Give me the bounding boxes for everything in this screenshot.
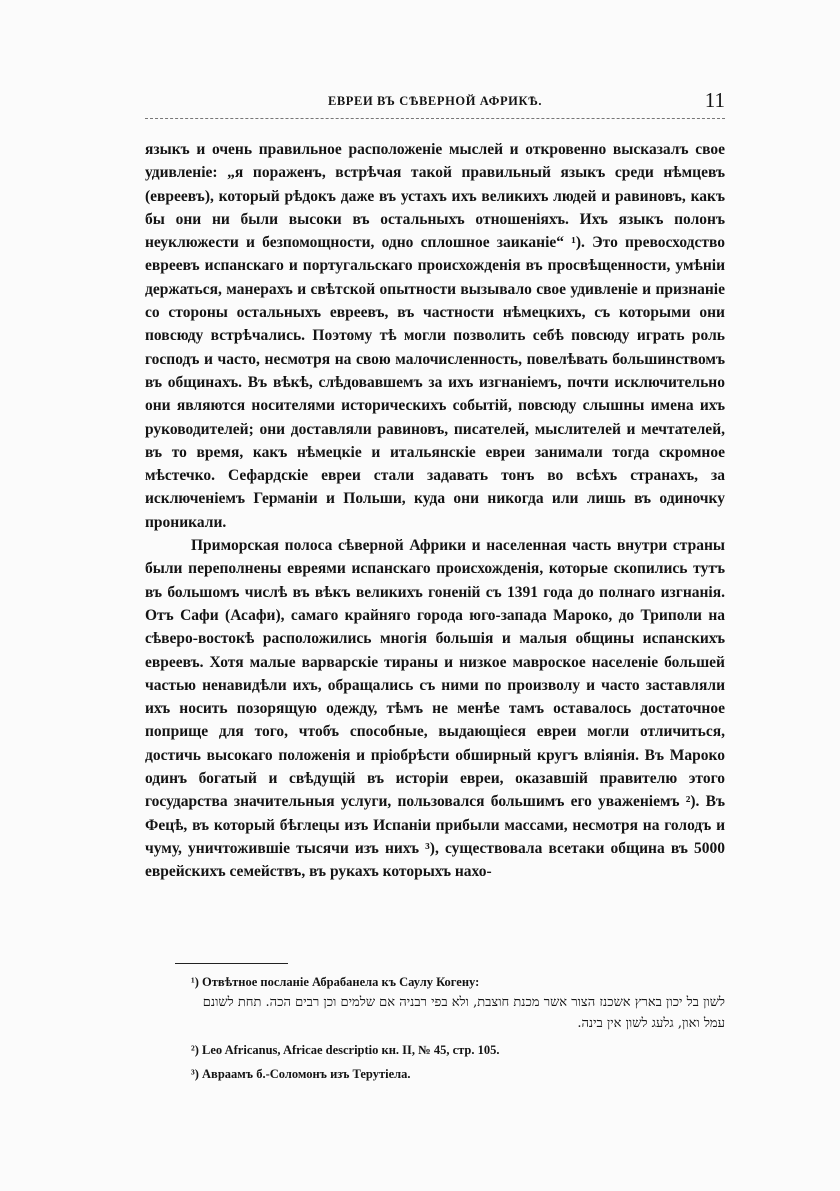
running-header <box>145 88 725 118</box>
paragraph-2: Приморская полоса сѣверной Африки и населенная часть внутри страны были переполнены евреями испанскаго происхожденія, которые скопились тутъ въ большомъ числѣ въ вѣкъ великихъ гоненій съ 1391 года до полнаго изгнанія. Отъ Сафи (Асафи), самаго крайняго города юго-запада Мароко, до Триполи на сѣверо-востокѣ расположились многія большія и малыя общины испанскихъ евреевъ. Хотя малые варварскіе тираны и низкое мавроское населеніе большей частью ненавидѣли ихъ, обращались съ ними по произволу и часто заставляли ихъ носить позорящую одежду, тѣмъ не менѣе тамъ оставалось достаточное поприще для того, чтобъ способные, выдающіеся евреи могли отличиться, достичь высокаго положенія и пріобрѣсти обширный кругъ вліянія. Въ Мароко одинъ богатый и свѣдущій въ исторіи евреи, оказавшій правителю этого государства значительныя услуги, пользовался большимъ его уваженіемъ ²). Въ Фецѣ, въ который бѣглецы изъ Испаніи прибыли массами, несмотря на голодъ и чуму, уничтожившіе тысячи изъ нихъ ³), существовала всетаки община въ 5000 еврейскихъ семействъ, въ рукахъ которыхъ нахо- <box>145 537 725 881</box>
running-title: ЕВРЕИ ВЪ СѢВЕРНОЙ АФРИКѢ. <box>327 94 543 108</box>
header-rule <box>145 118 725 119</box>
page-number: 11 <box>704 88 725 112</box>
footnote-1 <box>191 972 725 1034</box>
footnote-2: ²) Leo Africanus, Africae descriptio кн. II, № 45, стр. 105. <box>191 1043 500 1057</box>
main-text <box>145 138 725 884</box>
footnote-3: ³) Авраамъ б.-Соломонъ изъ Терутіела. <box>191 1067 411 1081</box>
footnotes <box>145 972 725 1088</box>
paragraph-1: языкъ и очень правильное расположеніе мыслей и откровенно высказалъ свое удивленіе: „я пораженъ, встрѣчая такой правильный языкъ среди нѣмцевъ (евреевъ), который рѣдокъ даже въ устахъ ихъ великихъ людей и равиновъ, какъ бы они ни были высоки въ остальныхъ отношеніяхъ. Ихъ языкъ полонъ неуклюжести и безпомощности, одно сплошное заиканіе“ ¹). Это превосходство евреевъ испанскаго и португальскаго происхожденія въ просвѣщенности, умѣніи держаться, манерахъ и свѣтской опытности вызывало свое удивленіе и признаніе со стороны остальныхъ евреевъ, въ частности нѣмецкихъ, съ которыми они повсюду встрѣчались. Поэтому тѣ могли позволить себѣ повсюду играть роль господъ и часто, несмотря на свою малочисленность, повелѣвать большинствомъ въ общинахъ. Въ вѣкѣ, слѣдовавшемъ за ихъ изгнаніемъ, почти исключительно они являются носителями историческихъ событій, повсюду слышны имена ихъ руководителей; они доставляли равиновъ, писателей, мыслителей и мечтателей, въ то время, какъ нѣмецкіе и итальянскіе евреи занимали тогда скромное мѣстечко. Сефардскіе евреи стали задавать тонъ во всѣхъ странахъ, за исключеніемъ Германіи и Польши, куда они никогда или лишь въ одиночку проникали. <box>145 141 725 531</box>
footnote-rule <box>175 963 288 964</box>
footnote-1-hebrew-quote: לשון בל יכון בארץ אשכנז הצור אשר מכנת חוצבת, ולא בפי רבניה אם שלמים וכן רבים הכה. תחת לשונם עמל ואון, גלעג לשון אין בינה. <box>202 995 725 1031</box>
footnote-1-lead: ¹) Отвѣтное посланіе Абрабанела къ Саулу Когену: <box>191 975 480 989</box>
